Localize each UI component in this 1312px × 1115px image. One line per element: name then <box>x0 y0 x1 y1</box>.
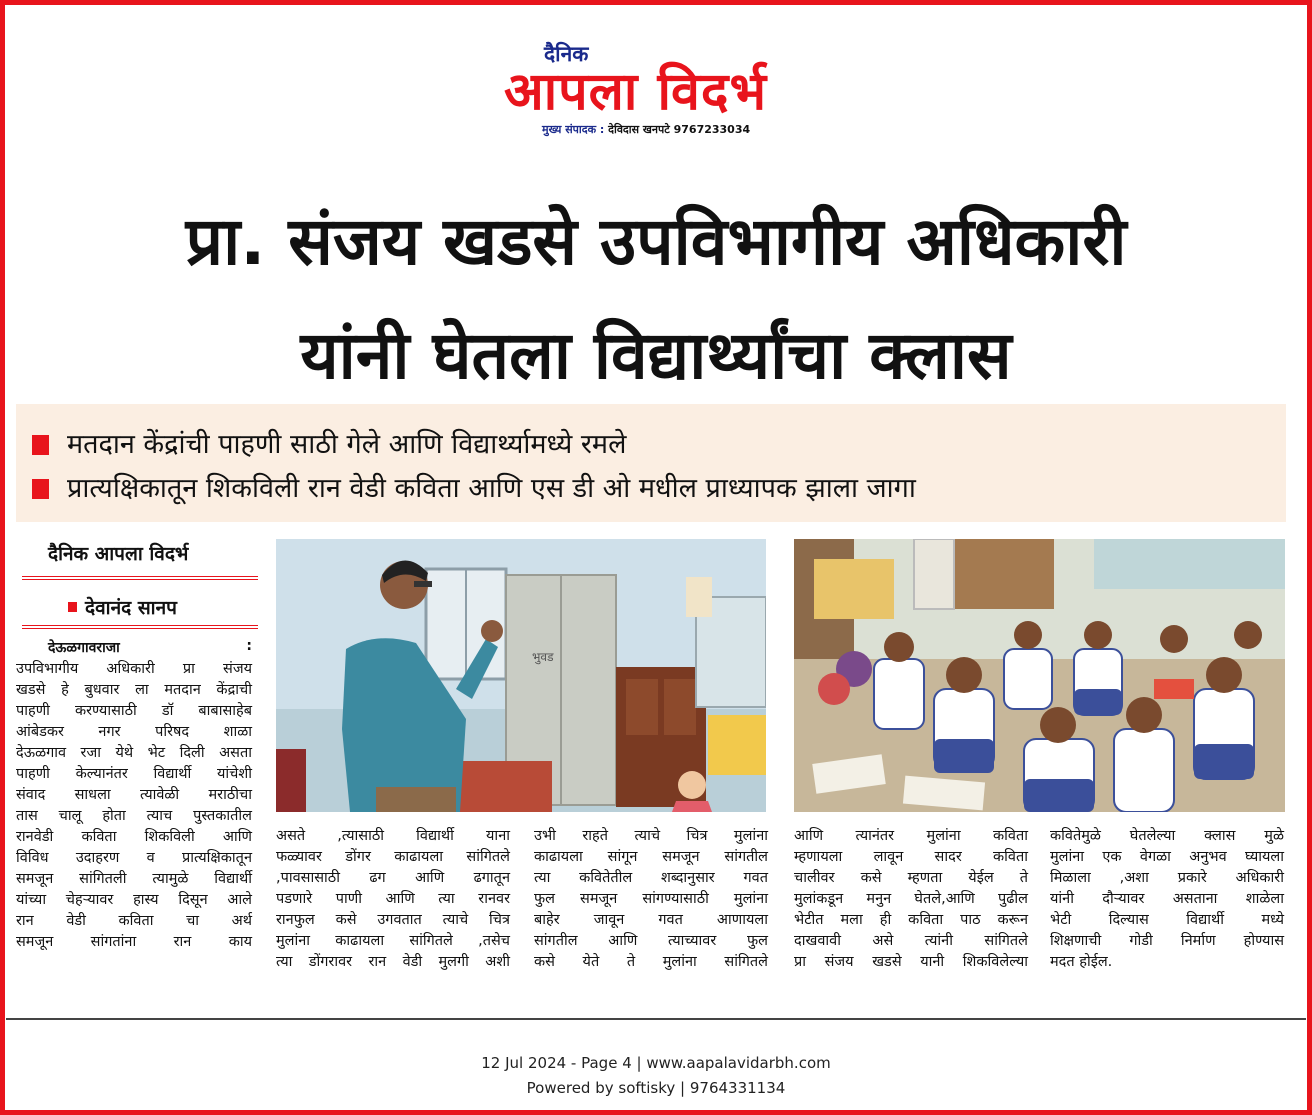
headline-line-2: यांनी घेतला विद्यार्थ्यांचा क्लास <box>300 317 1012 394</box>
col1-line: रानवेडी कविता शिकविली आणि <box>16 829 252 845</box>
article-column-3 <box>534 826 768 973</box>
headline <box>0 185 1312 413</box>
editor-name: देविदास खनपटे 9767233034 <box>608 123 751 136</box>
subhead-2 <box>32 468 916 505</box>
col4-line: भेटीत मला ही कविता पाठ करून <box>794 912 1028 928</box>
red-bullet-icon <box>32 479 49 499</box>
byline-publication: दैनिक आपला विदर्भ <box>48 543 189 565</box>
col2-line: असते ,त्यासाठी विद्यार्थी याना <box>276 828 510 844</box>
article-column-2 <box>276 826 510 973</box>
masthead-editor <box>542 122 750 137</box>
col1-line: तास चालू होता त्याच पुस्तकातील <box>16 808 252 824</box>
article-column-1 <box>16 659 252 953</box>
dateline-place: देऊळगावराजा <box>48 640 120 656</box>
article-column-4 <box>794 826 1028 973</box>
col1-line: पाहणी केल्यानंतर विद्यार्थी यांचेशी <box>16 766 252 782</box>
subhead-2-text: प्रात्यक्षिकातून शिकविली रान वेडी कविता आणि एस डी ओ मधील प्राध्यापक झाला जागा <box>67 473 916 504</box>
article-column-5 <box>1050 826 1284 973</box>
footer-powered-by: Powered by softisky | 9764331134 <box>526 1079 786 1097</box>
col4-line: म्हणायला लावून सादर कविता <box>794 849 1028 865</box>
col1-line: यांच्या चेहऱ्यावर हास्य दिसून आले <box>16 892 252 908</box>
divider <box>22 625 258 629</box>
editor-label: मुख्य संपादक : <box>542 123 605 136</box>
col1-line: पाहणी करण्यासाठी डॉ बाबासाहेब <box>16 703 252 719</box>
photo-students-class <box>794 539 1285 812</box>
col5-line: यांनी दौऱ्यावर असताना शाळेला <box>1050 891 1284 907</box>
footer-date-site: 12 Jul 2024 - Page 4 | www.aapalavidarbh.com <box>481 1054 831 1072</box>
col3-line: फुल समजून सांगण्यासाठी मुलांना <box>534 891 768 907</box>
masthead-daily-word: दैनिक <box>544 42 589 66</box>
dateline-colon: : <box>246 638 252 654</box>
subhead-box <box>16 404 1286 522</box>
col1-line: विविध उदाहरण व प्रात्यक्षिकातून <box>16 850 252 866</box>
footer-divider <box>6 1018 1306 1020</box>
col1-line: खडसे हे बुधवार ला मतदान केंद्राची <box>16 682 252 698</box>
col5-line: मिळाला ,अशा प्रकारे अधिकारी <box>1050 870 1284 886</box>
col3-line: कसे येते ते मुलांना सांगितले <box>534 954 768 970</box>
col2-line: फळ्यावर डोंगर काढायला सांगितले <box>276 849 510 865</box>
masthead-title: आपला विदर्भ <box>504 62 768 122</box>
col4-line: प्रा संजय खडसे यानी शिकविलेल्या <box>794 954 1028 970</box>
col2-line: त्या डोंगरावर रान वेडी मुलगी अशी <box>276 954 510 970</box>
col3-line: त्या कवितेतील शब्दानुसार गवत <box>534 870 768 886</box>
col1-line: संवाद साधला त्यावेळी मराठीचा <box>16 787 252 803</box>
col3-line: बाहेर जावून गवत आणायला <box>534 912 768 928</box>
headline-line-1: प्रा. संजय खडसे उपविभागीय अधिकारी <box>185 203 1127 280</box>
col4-line: दाखवावी असे त्यांनी सांगितले <box>794 933 1028 949</box>
masthead <box>480 40 832 140</box>
col1-line: देऊळगाव रजा येथे भेट दिली असता <box>16 745 252 761</box>
divider <box>22 576 258 580</box>
col1-line: आंबेडकर नगर परिषद शाळा <box>16 724 252 740</box>
col2-line: रानफुल कसे उगवतात त्याचे चित्र <box>276 912 510 928</box>
subhead-1 <box>32 424 626 461</box>
col2-line: मुलांना काढायला सांगितले ,तसेच <box>276 933 510 949</box>
col4-line: चालीवर कसे म्हणता येईल ते <box>794 870 1028 886</box>
col3-line: सांगतील आणि त्याच्यावर फुल <box>534 933 768 949</box>
byline-author <box>68 594 177 620</box>
col5-line: शिक्षणाची गोडी निर्माण होण्यास <box>1050 933 1284 949</box>
col2-line: पडणारे पाणी आणि त्या रानवर <box>276 891 510 907</box>
red-square-icon <box>68 602 77 612</box>
photo-officer-teaching <box>276 539 766 812</box>
col1-line: उपविभागीय अधिकारी प्रा संजय <box>16 661 252 677</box>
col5-line: कवितेमुळे घेतलेल्या क्लास मुळे <box>1050 828 1284 844</box>
col1-line: समजून सांगतांना रान काय <box>16 934 252 950</box>
photo-sign-text: भुवड <box>532 650 554 664</box>
photo-officer-illustration <box>276 539 766 812</box>
col4-line: मुलांकडून मनुन घेतले,आणि पुढील <box>794 891 1028 907</box>
col2-line: ,पावसासाठी ढग आणि ढगातून <box>276 870 510 886</box>
col4-line: आणि त्यानंतर मुलांना कविता <box>794 828 1028 844</box>
subhead-1-text: मतदान केंद्रांची पाहणी साठी गेले आणि विद्यार्थ्यामध्ये रमले <box>67 429 627 460</box>
col3-line: काढायला सांगून समजून सांगतील <box>534 849 768 865</box>
col5-line: मुलांना एक वेगळा अनुभव घ्यायला <box>1050 849 1284 865</box>
author-name: देवानंद सानप <box>85 597 177 619</box>
col1-line: रान वेडी कविता चा अर्थ <box>16 913 252 929</box>
col5-line: भेटी दिल्यास विद्यार्थी मध्ये <box>1050 912 1284 928</box>
col3-line: उभी राहते त्याचे चित्र मुलांना <box>534 828 768 844</box>
col1-line: समजून सांगितली त्यामुळे विद्यार्थी <box>16 871 252 887</box>
dateline <box>48 638 260 657</box>
photo-students-illustration <box>794 539 1285 812</box>
col5-line: मदत होईल. <box>1050 954 1113 970</box>
red-bullet-icon <box>32 435 49 455</box>
